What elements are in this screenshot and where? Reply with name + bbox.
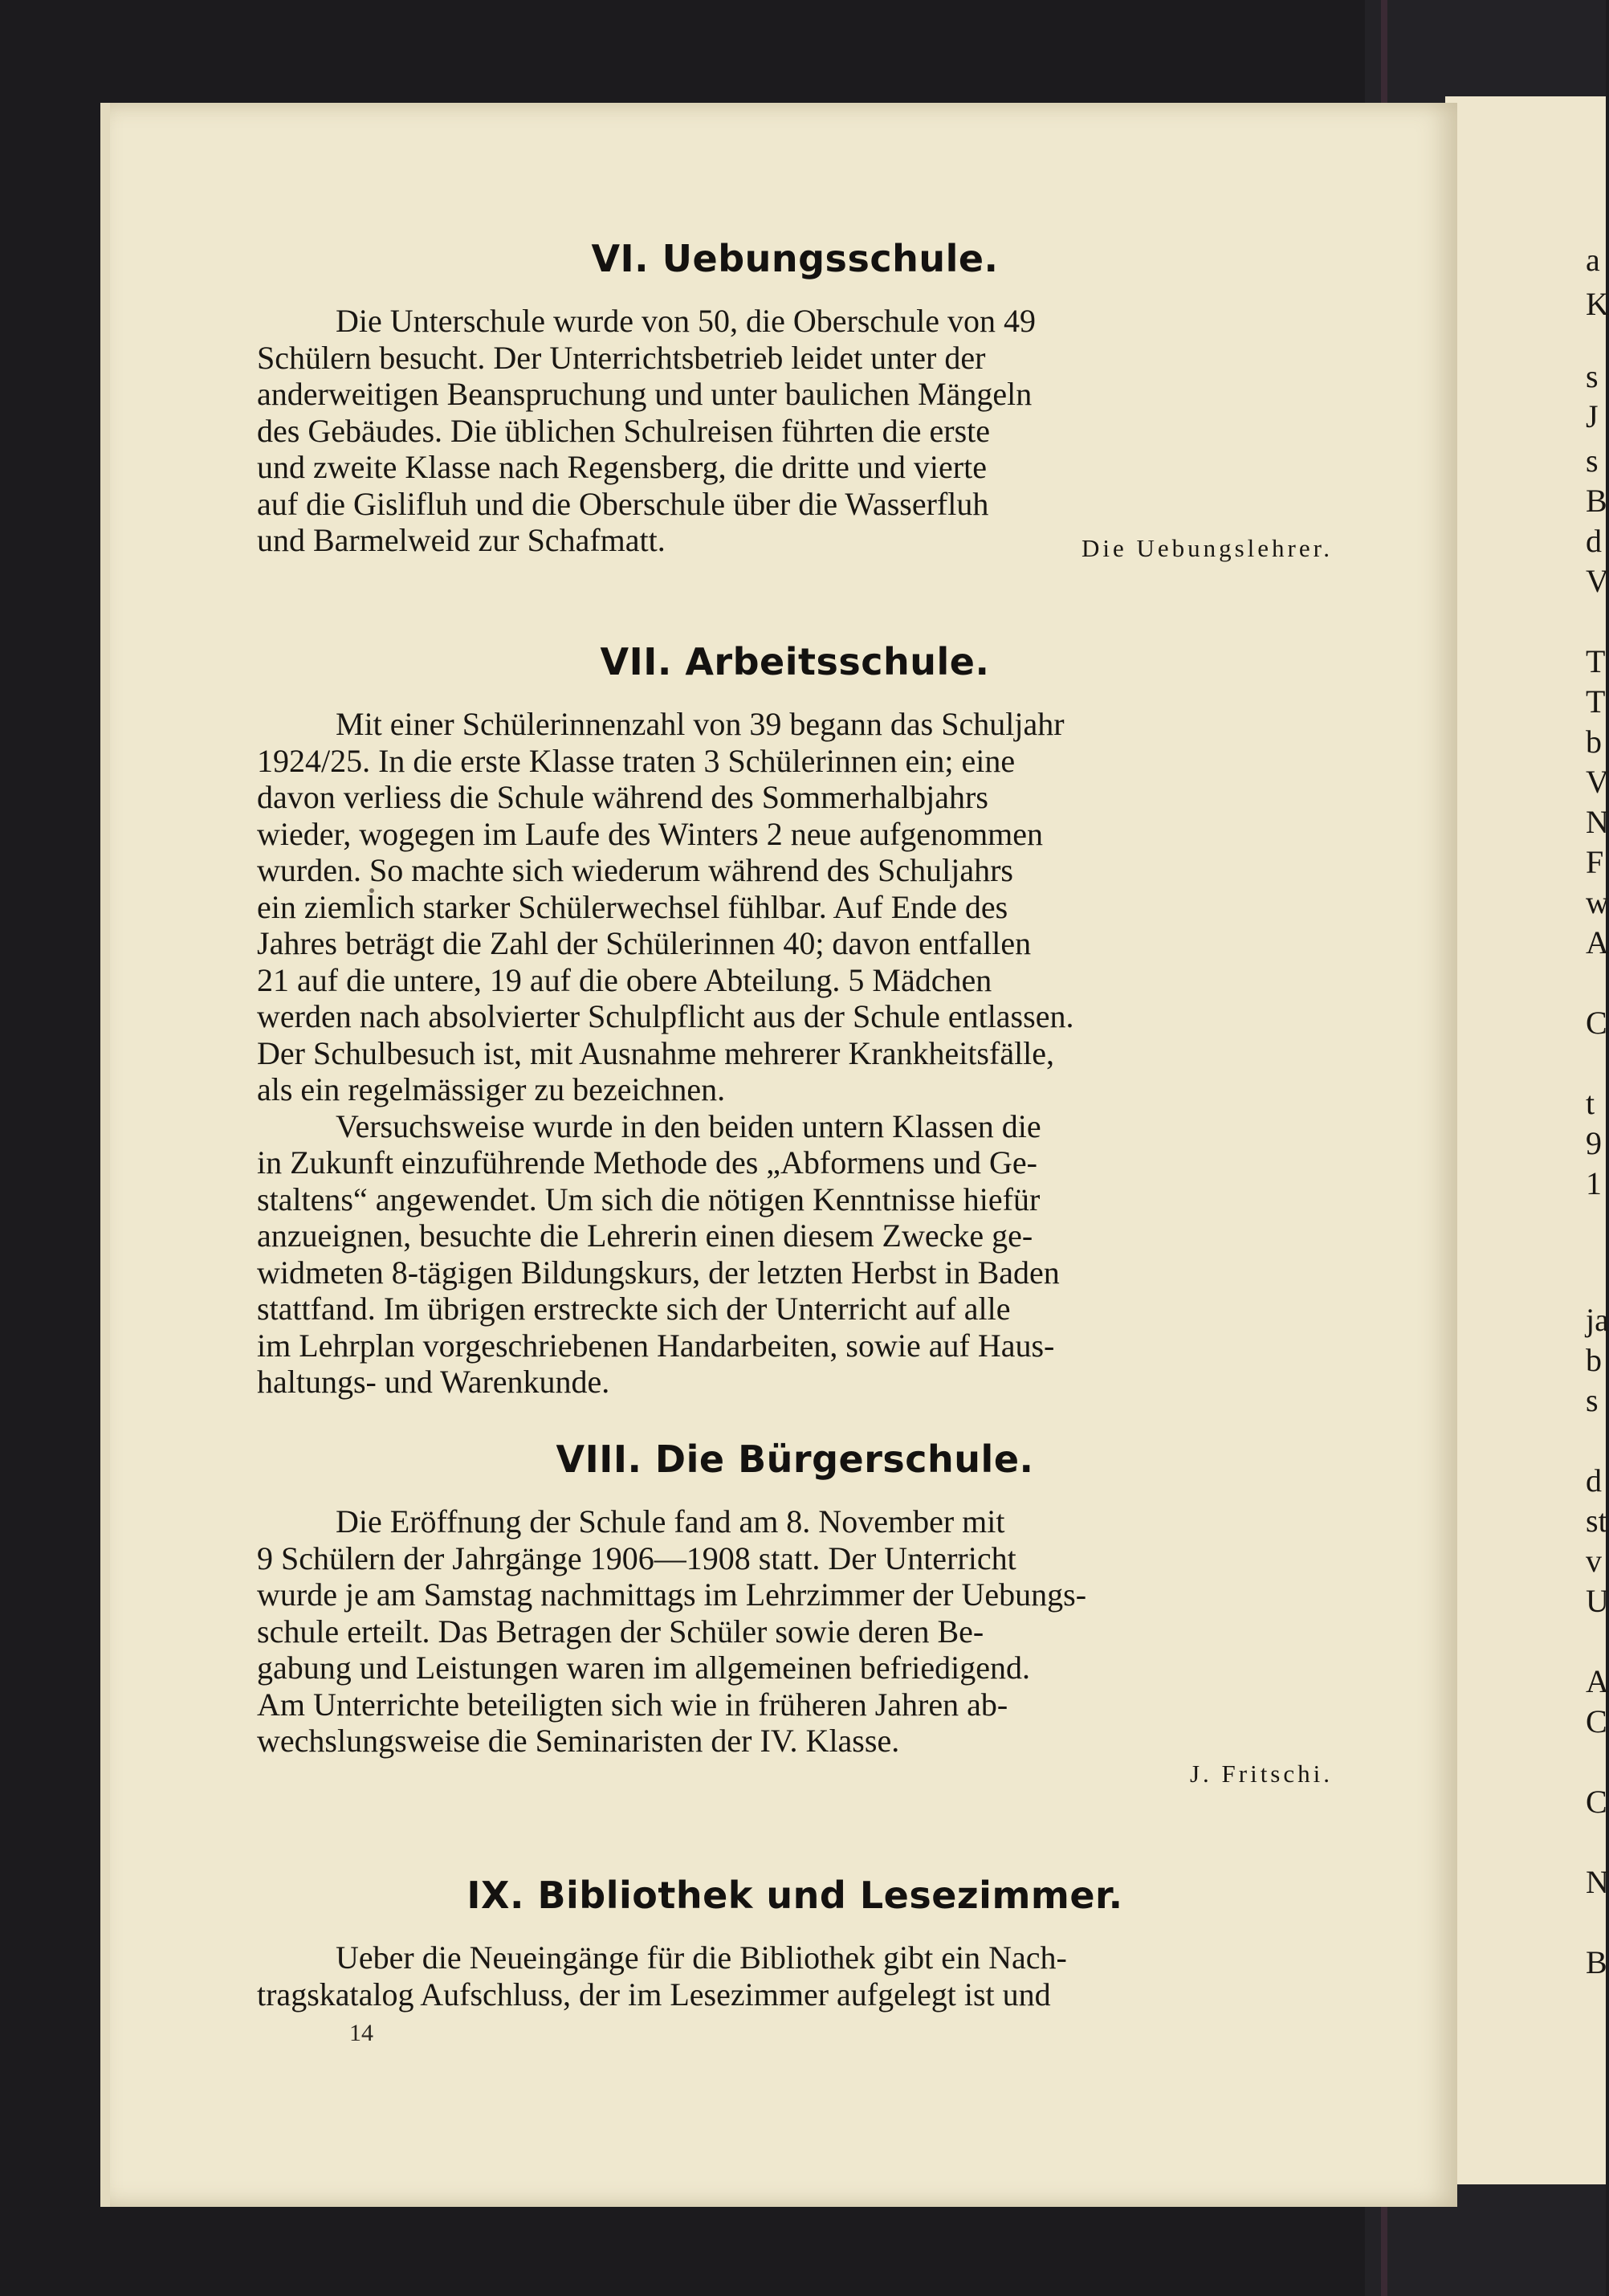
line: Die Eröffnung der Schule fand am 8. November mit xyxy=(336,1503,1005,1540)
heading-vi: VI. Uebungsschule. xyxy=(591,237,999,280)
line: 1924/25. In die erste Klasse traten 3 Schülerinnen ein; eine xyxy=(257,742,1016,779)
line: haltungs- und Warenkunde. xyxy=(257,1364,610,1400)
line-with-signature xyxy=(257,522,1333,562)
facing-page-letter: V xyxy=(1586,563,1609,599)
heading-viii: VIII. Die Bürgerschule. xyxy=(556,1438,1034,1481)
facing-page-letter: C xyxy=(1586,1703,1607,1739)
facing-page-letter: 9 xyxy=(1586,1125,1602,1161)
paragraph-vi xyxy=(257,303,1333,562)
paragraph-vii-1 xyxy=(257,706,1333,1108)
line: Versuchsweise wurde in den beiden untern Klassen die xyxy=(336,1107,1041,1144)
line: wurde je am Samstag nachmittags im Lehrzimmer der Uebungs- xyxy=(257,1576,1087,1613)
line: wechslungsweise die Seminaristen der IV. Klasse. xyxy=(257,1723,900,1759)
section-uebungsschule xyxy=(257,149,1333,567)
line: stattfand. Im übrigen erstreckte sich der Unterricht auf alle xyxy=(257,1291,1011,1327)
line: im Lehrplan vorgeschriebenen Handarbeiten, sowie auf Haus- xyxy=(257,1327,1055,1364)
line: Schülern besucht. Der Unterrichtsbetrieb leidet unter der xyxy=(257,339,986,376)
facing-page-letter: s xyxy=(1586,358,1599,394)
facing-page-letter: A xyxy=(1586,924,1609,960)
line: wieder, wogegen im Laufe des Winters 2 neue aufgenommen xyxy=(257,815,1044,852)
line: schule erteilt. Das Betragen der Schüler sowie deren Be- xyxy=(257,1613,984,1650)
section-bibliothek xyxy=(257,1874,1333,2013)
line: anderweitigen Beanspruchung und unter baulichen Mängeln xyxy=(257,376,1033,412)
line: als ein regelmässiger zu bezeichnen. xyxy=(257,1071,726,1107)
line: ein ziemlich starker Schülerwechsel fühlbar. Auf Ende des xyxy=(257,888,1008,925)
heading-ix: IX. Bibliothek und Lesezimmer. xyxy=(466,1874,1123,1917)
facing-page-letter: 1 xyxy=(1586,1165,1602,1201)
page-left-edge xyxy=(100,103,110,2207)
facing-page-letter: C xyxy=(1586,1005,1607,1041)
line: werden nach absolvierter Schulpflicht aus der Schule entlassen. xyxy=(257,998,1074,1034)
line: Mit einer Schülerinnenzahl von 39 begann das Schuljahr xyxy=(336,706,1065,742)
signature-fritschi: J. Fritschi. xyxy=(1189,1759,1333,1788)
facing-page-letter: F xyxy=(1586,844,1604,880)
line: Der Schulbesuch ist, mit Ausnahme mehrerer Krankheitsfälle, xyxy=(257,1034,1055,1071)
page-number: 14 xyxy=(349,2020,373,2046)
facing-page-letter: t xyxy=(1586,1085,1595,1121)
facing-page-letter: st xyxy=(1586,1503,1607,1539)
line: und zweite Klasse nach Regensberg, die dritte und vierte xyxy=(257,449,987,485)
facing-page-letter: V xyxy=(1586,764,1609,800)
line: 21 auf die untere, 19 auf die obere Abteilung. 5 Mädchen xyxy=(257,961,992,998)
line: Ueber die Neueingänge für die Bibliothek gibt ein Nach- xyxy=(336,1939,1067,1976)
facing-page-letter: C xyxy=(1586,1784,1607,1820)
line: widmeten 8-tägigen Bildungskurs, der letzten Herbst in Baden xyxy=(257,1254,1060,1291)
paragraph-ix xyxy=(257,1939,1333,2013)
facing-page-letter: w xyxy=(1586,884,1609,920)
paragraph-vii-2 xyxy=(257,1108,1333,1401)
facing-page-letter: d xyxy=(1586,1462,1602,1499)
facing-page-letter: K xyxy=(1586,286,1609,322)
line: wurden. So machte sich wiederum während des Schuljahrs xyxy=(257,852,1013,888)
facing-page-letter: N xyxy=(1586,1864,1609,1900)
facing-page xyxy=(1445,96,1606,2184)
facing-page-letter: N xyxy=(1586,804,1609,840)
facing-page-letter: B xyxy=(1586,483,1607,519)
line: Am Unterrichte beteiligten sich wie in früheren Jahren ab- xyxy=(257,1686,1008,1723)
facing-page-letter: a xyxy=(1586,242,1600,278)
line: gabung und Leistungen waren im allgemeinen befriedigend. xyxy=(257,1650,1031,1686)
facing-page-letter: U xyxy=(1586,1583,1609,1619)
line: Die Unterschule wurde von 50, die Oberschule von 49 xyxy=(336,303,1036,339)
paragraph-viii xyxy=(257,1503,1333,1788)
facing-page-letter: d xyxy=(1586,523,1602,559)
signature-uebungslehrer: Die Uebungslehrer. xyxy=(1081,534,1333,562)
line: 9 Schülern der Jahrgänge 1906—1908 statt. Der Unterricht xyxy=(257,1540,1016,1576)
line: anzueignen, besuchte die Lehrerin einen diesem Zwecke ge- xyxy=(257,1217,1033,1254)
line: des Gebäudes. Die üblichen Schulreisen führten die erste xyxy=(257,412,991,449)
facing-page-letter: T xyxy=(1586,683,1606,720)
line: staltens“ angewendet. Um sich die nötigen Kenntnisse hiefür xyxy=(257,1181,1041,1217)
section-arbeitsschule xyxy=(257,640,1333,1401)
facing-page-letter: J xyxy=(1586,398,1599,434)
facing-page-letter: s xyxy=(1586,1382,1599,1418)
facing-page-letter: b xyxy=(1586,1342,1602,1378)
facing-page-letter: b xyxy=(1586,724,1602,760)
facing-page-letter: A xyxy=(1586,1663,1609,1699)
line: Jahres beträgt die Zahl der Schülerinnen 40; davon entfallen xyxy=(257,925,1032,961)
line: davon verliess die Schule während des Sommerhalbjahrs xyxy=(257,779,988,815)
line: tragskatalog Aufschluss, der im Lesezimmer aufgelegt ist und xyxy=(257,1976,1051,2013)
facing-page-letter: ja xyxy=(1586,1302,1609,1338)
facing-page-letter: T xyxy=(1586,643,1606,679)
facing-page-letter: B xyxy=(1586,1944,1607,1980)
heading-vii: VII. Arbeitsschule. xyxy=(600,640,990,683)
line-text: und Barmelweid zur Schafmatt. xyxy=(257,522,666,558)
line: in Zukunft einzuführende Methode des „Abformens und Ge- xyxy=(257,1144,1037,1181)
facing-page-letter: v xyxy=(1586,1543,1602,1579)
line: auf die Gislifluh und die Oberschule über die Wasserfluh xyxy=(257,485,989,522)
section-buergerschule xyxy=(257,1438,1333,1788)
facing-page-letter: s xyxy=(1586,442,1599,479)
